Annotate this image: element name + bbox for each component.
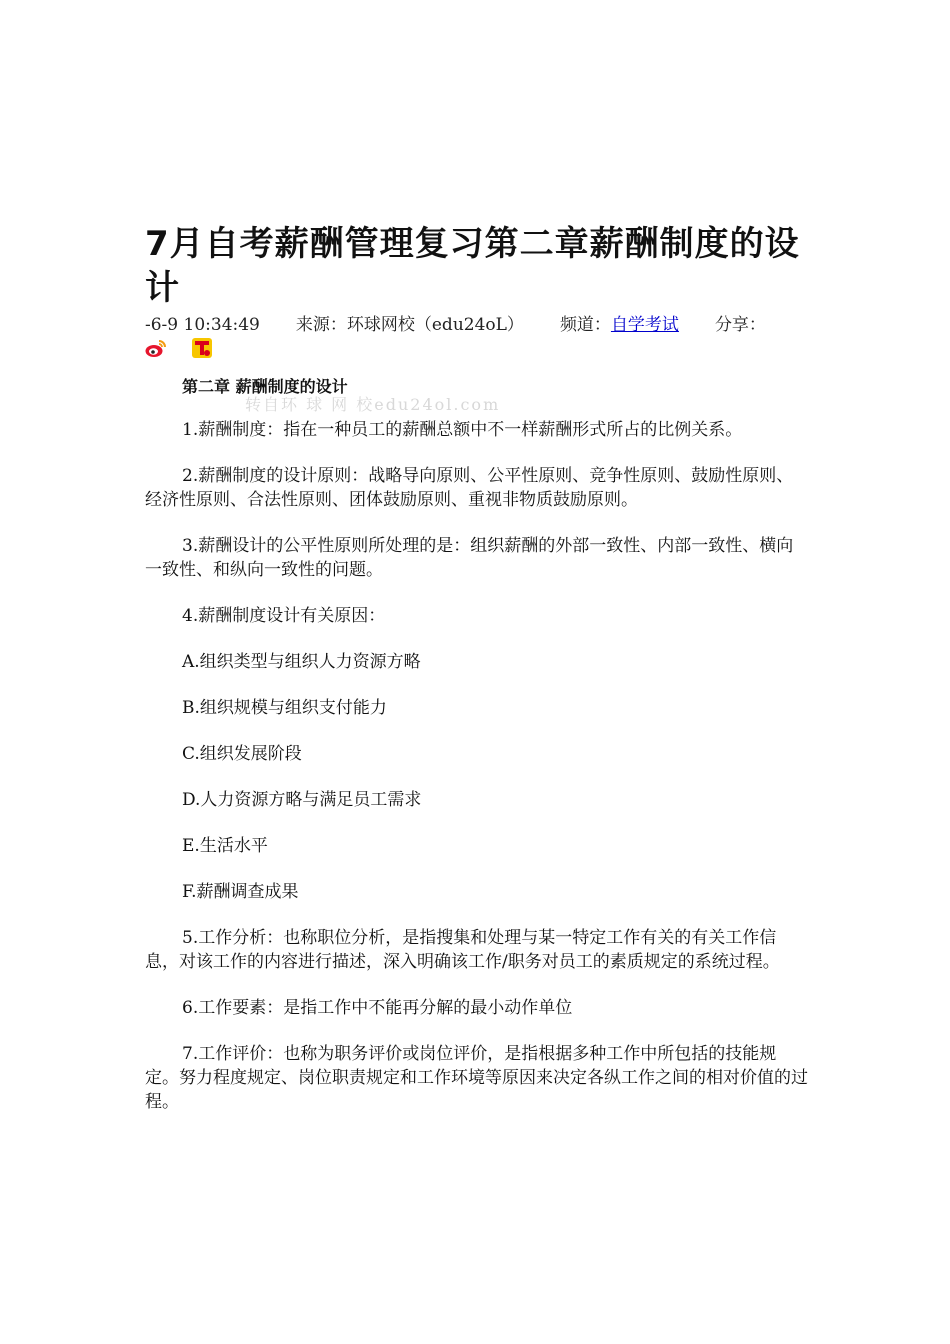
weibo-icon[interactable]	[145, 338, 167, 358]
paragraph: 2.薪酬制度的设计原则：战略导向原则、公平性原则、竞争性原则、鼓励性原则、经济性原则、合法性原则、团体鼓励原则、重视非物质鼓励原则。	[145, 466, 794, 510]
publish-date: -6-9 10:34:49	[145, 315, 260, 335]
article-title: 7月自考薪酬管理复习第二章薪酬制度的设计	[145, 224, 800, 308]
list-item: D.人力资源方略与满足员工需求	[182, 790, 422, 810]
tencent-weibo-icon[interactable]	[191, 337, 213, 359]
paragraph: 1.薪酬制度：指在一种员工的薪酬总额中不一样薪酬形式所占的比例关系。	[182, 420, 743, 440]
paragraph: 6.工作要素：是指工作中不能再分解的最小动作单位	[182, 998, 573, 1018]
list-item: E.生活水平	[182, 836, 268, 856]
channel-link[interactable]: 自学考试	[610, 315, 679, 335]
paragraph: 5.工作分析：也称职位分析，是指搜集和处理与某一特定工作有关的有关工作信息，对该工作的内容进行描述，深入明确该工作/职务对员工的素质规定的系统过程。	[145, 928, 780, 972]
list-item: C.组织发展阶段	[182, 744, 302, 764]
paragraph: 7.工作评价：也称为职务评价或岗位评价，是指根据多种工作中所包括的技能规定。努力程度规定、岗位职责规定和工作环境等原因来决定各纵工作之间的相对价值的过程。	[145, 1044, 808, 1112]
chapter-heading: 第二章 薪酬制度的设计	[182, 377, 348, 396]
share-icons	[145, 336, 810, 364]
list-item: B.组织规模与组织支付能力	[182, 698, 387, 718]
article	[145, 222, 810, 1114]
article-meta	[145, 314, 810, 336]
list-item: A.组织类型与组织人力资源方略	[182, 652, 421, 672]
article-source: 来源：环球网校（edu24oL）	[295, 315, 524, 335]
share-label: 分享：	[714, 315, 766, 335]
watermark-text: 转自环 球 网 校edu24ol.com	[245, 395, 501, 414]
paragraph: 3.薪酬设计的公平性原则所处理的是：组织薪酬的外部一致性、内部一致性、横向一致性、和纵向一致性的问题。	[145, 536, 794, 580]
channel-label: 频道：	[559, 315, 611, 335]
list-item: F.薪酬调查成果	[182, 882, 299, 902]
paragraph: 4.薪酬制度设计有关原因：	[182, 606, 386, 626]
